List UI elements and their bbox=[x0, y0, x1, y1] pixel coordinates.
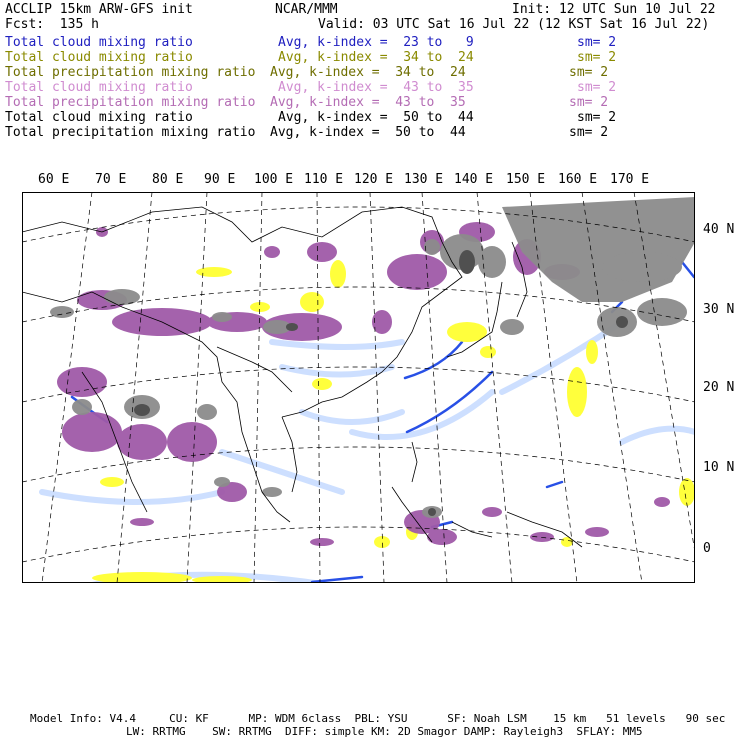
lat-label: 0 bbox=[703, 541, 711, 556]
footer-model-info: Model Info: V4.4 CU: KF MP: WDM 6class PBL: YSU SF: Noah LSM 15 km 51 levels 90 sec bbox=[30, 712, 726, 725]
init-time: Init: 12 UTC Sun 10 Jul 22 bbox=[512, 2, 716, 17]
lon-label: 140 E bbox=[454, 172, 494, 187]
lon-label: 130 E bbox=[404, 172, 444, 187]
lat-label: 20 N bbox=[703, 380, 735, 395]
field-6-sm: sm= 2 bbox=[569, 125, 609, 140]
valid-time: Valid: 03 UTC Sat 16 Jul 22 (12 KST Sat 16 Jul 22) bbox=[318, 17, 710, 32]
field-0-sm: sm= 2 bbox=[577, 35, 617, 50]
lon-label: 80 E bbox=[152, 172, 184, 187]
lon-label: 150 E bbox=[506, 172, 546, 187]
lon-label: 60 E bbox=[38, 172, 70, 187]
field-2-avg: Avg, k-index = 34 to 24 bbox=[270, 65, 466, 80]
weather-map bbox=[22, 192, 695, 583]
lon-label: 90 E bbox=[204, 172, 236, 187]
field-4-sm: sm= 2 bbox=[569, 95, 609, 110]
field-5-avg: Avg, k-index = 50 to 44 bbox=[278, 110, 474, 125]
lon-label: 160 E bbox=[558, 172, 598, 187]
lon-label: 120 E bbox=[354, 172, 394, 187]
footer-physics-info: LW: RRTMG SW: RRTMG DIFF: simple KM: 2D Smagor DAMP: Rayleigh3 SFLAY: MM5 bbox=[126, 725, 643, 738]
field-1-avg: Avg, k-index = 34 to 24 bbox=[278, 50, 474, 65]
lat-label: 10 N bbox=[703, 460, 735, 475]
lon-label: 110 E bbox=[304, 172, 344, 187]
field-2-sm: sm= 2 bbox=[569, 65, 609, 80]
field-0-name: Total cloud mixing ratio bbox=[5, 35, 193, 50]
field-1-name: Total cloud mixing ratio bbox=[5, 50, 193, 65]
forecast-hour: Fcst: 135 h bbox=[5, 17, 99, 32]
lon-label: 100 E bbox=[254, 172, 294, 187]
field-3-sm: sm= 2 bbox=[577, 80, 617, 95]
field-6-avg: Avg, k-index = 50 to 44 bbox=[270, 125, 466, 140]
field-4-avg: Avg, k-index = 43 to 35 bbox=[270, 95, 466, 110]
field-3-name: Total cloud mixing ratio bbox=[5, 80, 193, 95]
field-5-name: Total cloud mixing ratio bbox=[5, 110, 193, 125]
field-2-name: Total precipitation mixing ratio bbox=[5, 65, 256, 80]
field-1-sm: sm= 2 bbox=[577, 50, 617, 65]
lon-label: 70 E bbox=[95, 172, 127, 187]
field-4-name: Total precipitation mixing ratio bbox=[5, 95, 256, 110]
lat-label: 30 N bbox=[703, 302, 735, 317]
field-3-avg: Avg, k-index = 43 to 35 bbox=[278, 80, 474, 95]
field-0-avg: Avg, k-index = 23 to 9 bbox=[278, 35, 474, 50]
organization-label: NCAR/MMM bbox=[275, 2, 338, 17]
lon-label: 170 E bbox=[610, 172, 650, 187]
field-6-name: Total precipitation mixing ratio bbox=[5, 125, 256, 140]
field-5-sm: sm= 2 bbox=[577, 110, 617, 125]
model-title: ACCLIP 15km ARW-GFS init bbox=[5, 2, 193, 17]
lat-label: 40 N bbox=[703, 222, 735, 237]
